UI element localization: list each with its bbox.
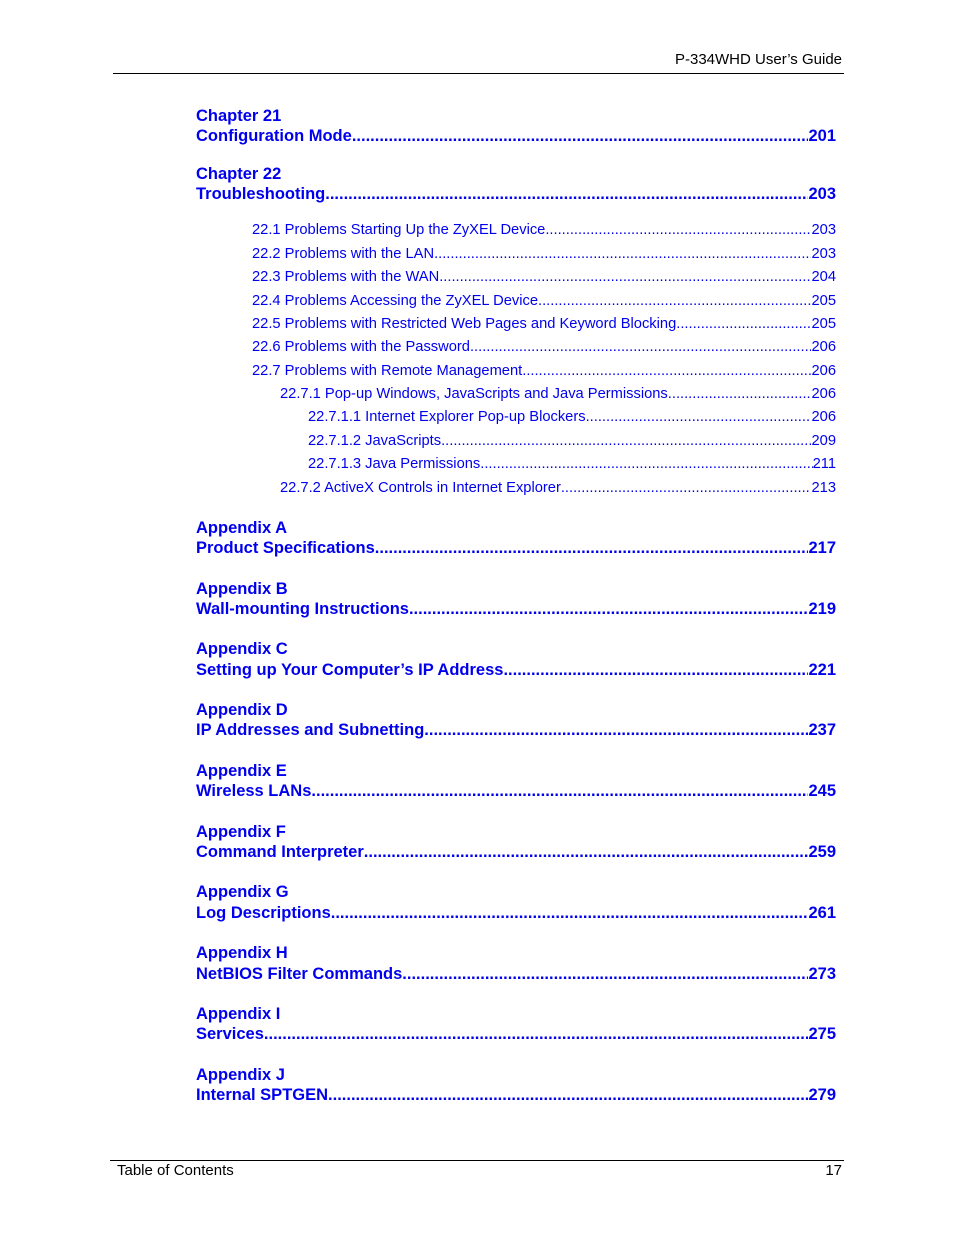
toc-entry-page: 275 bbox=[808, 1025, 836, 1043]
footer-section: Table of Contents bbox=[117, 1162, 234, 1179]
toc-entry-appendix-e[interactable] bbox=[196, 782, 836, 801]
toc-subentry[interactable] bbox=[252, 222, 836, 238]
toc-subentry[interactable] bbox=[308, 456, 836, 472]
dot-leader bbox=[668, 386, 812, 402]
toc-subentry[interactable] bbox=[252, 269, 836, 285]
toc-entry-title: 22.7.2 ActiveX Controls in Internet Explorer bbox=[280, 480, 561, 496]
toc-entry-title: IP Addresses and Subnetting bbox=[196, 721, 425, 739]
toc-entry-title: Internal SPTGEN bbox=[196, 1086, 329, 1104]
toc-entry-title: NetBIOS Filter Commands bbox=[196, 965, 403, 983]
toc-entry-appendix-c[interactable] bbox=[196, 661, 836, 680]
toc-entry-page: 259 bbox=[808, 843, 836, 861]
dot-leader bbox=[470, 339, 812, 355]
toc-entry-title: 22.7.1 Pop-up Windows, JavaScripts and Java Permissions bbox=[280, 386, 668, 402]
toc-entry-title: 22.4 Problems Accessing the ZyXEL Device bbox=[252, 293, 538, 309]
toc-subentry[interactable] bbox=[308, 433, 836, 449]
dot-leader bbox=[375, 539, 809, 558]
toc-entry-page: 261 bbox=[808, 904, 836, 922]
toc-entry-page: 206 bbox=[811, 339, 836, 355]
toc-entry-title: Configuration Mode bbox=[196, 127, 352, 145]
appendix-f-label: Appendix F bbox=[196, 823, 286, 841]
dot-leader bbox=[311, 782, 808, 801]
appendix-c-label: Appendix C bbox=[196, 640, 288, 658]
toc-entry-title: 22.6 Problems with the Password bbox=[252, 339, 470, 355]
dot-leader bbox=[402, 965, 808, 984]
dot-leader bbox=[522, 363, 811, 379]
dot-leader bbox=[503, 661, 808, 680]
toc-entry-page: 273 bbox=[808, 965, 836, 983]
toc-entry-page: 205 bbox=[811, 293, 836, 309]
toc-entry-title: 22.7.1.2 JavaScripts bbox=[308, 433, 442, 449]
dot-leader bbox=[364, 843, 809, 862]
dot-leader bbox=[586, 409, 812, 425]
toc-entry-chapter-21[interactable] bbox=[196, 127, 836, 146]
appendix-e-label: Appendix E bbox=[196, 762, 287, 780]
toc-subentry[interactable] bbox=[252, 293, 836, 309]
toc-entry-title: 22.7.1.1 Internet Explorer Pop-up Blockers bbox=[308, 409, 586, 425]
toc-entry-page: 206 bbox=[811, 386, 836, 402]
dot-leader bbox=[545, 222, 811, 238]
dot-leader bbox=[409, 600, 809, 619]
toc-entry-page: 245 bbox=[808, 782, 836, 800]
dot-leader bbox=[328, 1086, 808, 1105]
toc-entry-page: 279 bbox=[808, 1086, 836, 1104]
appendix-a-label: Appendix A bbox=[196, 519, 288, 537]
dot-leader bbox=[439, 269, 811, 285]
header-title: P-334WHD User’s Guide bbox=[675, 51, 842, 68]
toc-entry-title: 22.5 Problems with Restricted Web Pages and Keyword Blocking bbox=[252, 316, 677, 332]
appendix-d-label: Appendix D bbox=[196, 701, 288, 719]
toc-entry-title: Log Descriptions bbox=[196, 904, 331, 922]
appendix-i-label: Appendix I bbox=[196, 1005, 281, 1023]
dot-leader bbox=[424, 721, 808, 740]
toc-subentry[interactable] bbox=[280, 386, 836, 402]
appendix-h-label: Appendix H bbox=[196, 944, 288, 962]
dot-leader bbox=[441, 433, 811, 449]
toc-entry-chapter-22[interactable] bbox=[196, 185, 836, 204]
toc-subentry[interactable] bbox=[252, 363, 836, 379]
toc-entry-title: Wall-mounting Instructions bbox=[196, 600, 409, 618]
toc-subentry[interactable] bbox=[252, 339, 836, 355]
toc-subentry[interactable] bbox=[252, 316, 836, 332]
toc-entry-appendix-j[interactable] bbox=[196, 1086, 836, 1105]
dot-leader bbox=[434, 246, 811, 262]
toc-subentry[interactable] bbox=[252, 246, 836, 262]
toc-entry-page: 237 bbox=[808, 721, 836, 739]
toc-entry-appendix-f[interactable] bbox=[196, 843, 836, 862]
toc-entry-appendix-h[interactable] bbox=[196, 965, 836, 984]
dot-leader bbox=[676, 316, 811, 332]
toc-entry-page: 209 bbox=[811, 433, 836, 449]
toc-entry-appendix-g[interactable] bbox=[196, 904, 836, 923]
footer-page-number: 17 bbox=[825, 1162, 842, 1179]
dot-leader bbox=[480, 456, 812, 472]
toc-entry-appendix-d[interactable] bbox=[196, 721, 836, 740]
appendix-g-label: Appendix G bbox=[196, 883, 289, 901]
toc-subentry[interactable] bbox=[280, 480, 836, 496]
toc-entry-page: 213 bbox=[811, 480, 836, 496]
toc-entry-appendix-i[interactable] bbox=[196, 1025, 836, 1044]
toc-entry-page: 211 bbox=[812, 456, 836, 472]
toc-entry-page: 204 bbox=[811, 269, 836, 285]
toc-entry-page: 221 bbox=[808, 661, 836, 679]
dot-leader bbox=[264, 1025, 809, 1044]
dot-leader bbox=[325, 185, 808, 204]
toc-entry-page: 203 bbox=[811, 246, 836, 262]
dot-leader bbox=[538, 293, 811, 309]
toc-entry-title: 22.1 Problems Starting Up the ZyXEL Device bbox=[252, 222, 546, 238]
toc-entry-title: Troubleshooting bbox=[196, 185, 326, 203]
toc-subentry[interactable] bbox=[308, 409, 836, 425]
toc-entry-page: 206 bbox=[811, 409, 836, 425]
toc-entry-page: 217 bbox=[808, 539, 836, 557]
dot-leader bbox=[331, 904, 809, 923]
dot-leader bbox=[561, 480, 812, 496]
toc-entry-title: Setting up Your Computer’s IP Address bbox=[196, 661, 504, 679]
toc-entry-title: Product Specifications bbox=[196, 539, 375, 557]
toc-entry-page: 201 bbox=[808, 127, 836, 145]
chapter-21-label: Chapter 21 bbox=[196, 107, 282, 125]
toc-entry-appendix-b[interactable] bbox=[196, 600, 836, 619]
toc-entry-title: 22.7 Problems with Remote Management bbox=[252, 363, 523, 379]
toc-entry-title: Wireless LANs bbox=[196, 782, 312, 800]
footer-rule bbox=[110, 1160, 844, 1161]
toc-entry-page: 205 bbox=[811, 316, 836, 332]
toc-entry-title: Services bbox=[196, 1025, 264, 1043]
dot-leader bbox=[352, 127, 809, 146]
toc-entry-page: 203 bbox=[808, 185, 836, 203]
chapter-22-label: Chapter 22 bbox=[196, 165, 282, 183]
toc-entry-page: 206 bbox=[811, 363, 836, 379]
toc-entry-title: Command Interpreter bbox=[196, 843, 364, 861]
toc-entry-title: 22.7.1.3 Java Permissions bbox=[308, 456, 481, 472]
toc-entry-page: 203 bbox=[811, 222, 836, 238]
toc-entry-title: 22.2 Problems with the LAN bbox=[252, 246, 435, 262]
toc-entry-page: 219 bbox=[808, 600, 836, 618]
appendix-b-label: Appendix B bbox=[196, 580, 288, 598]
appendix-j-label: Appendix J bbox=[196, 1066, 285, 1084]
toc-entry-title: 22.3 Problems with the WAN bbox=[252, 269, 440, 285]
toc-entry-appendix-a[interactable] bbox=[196, 539, 836, 558]
